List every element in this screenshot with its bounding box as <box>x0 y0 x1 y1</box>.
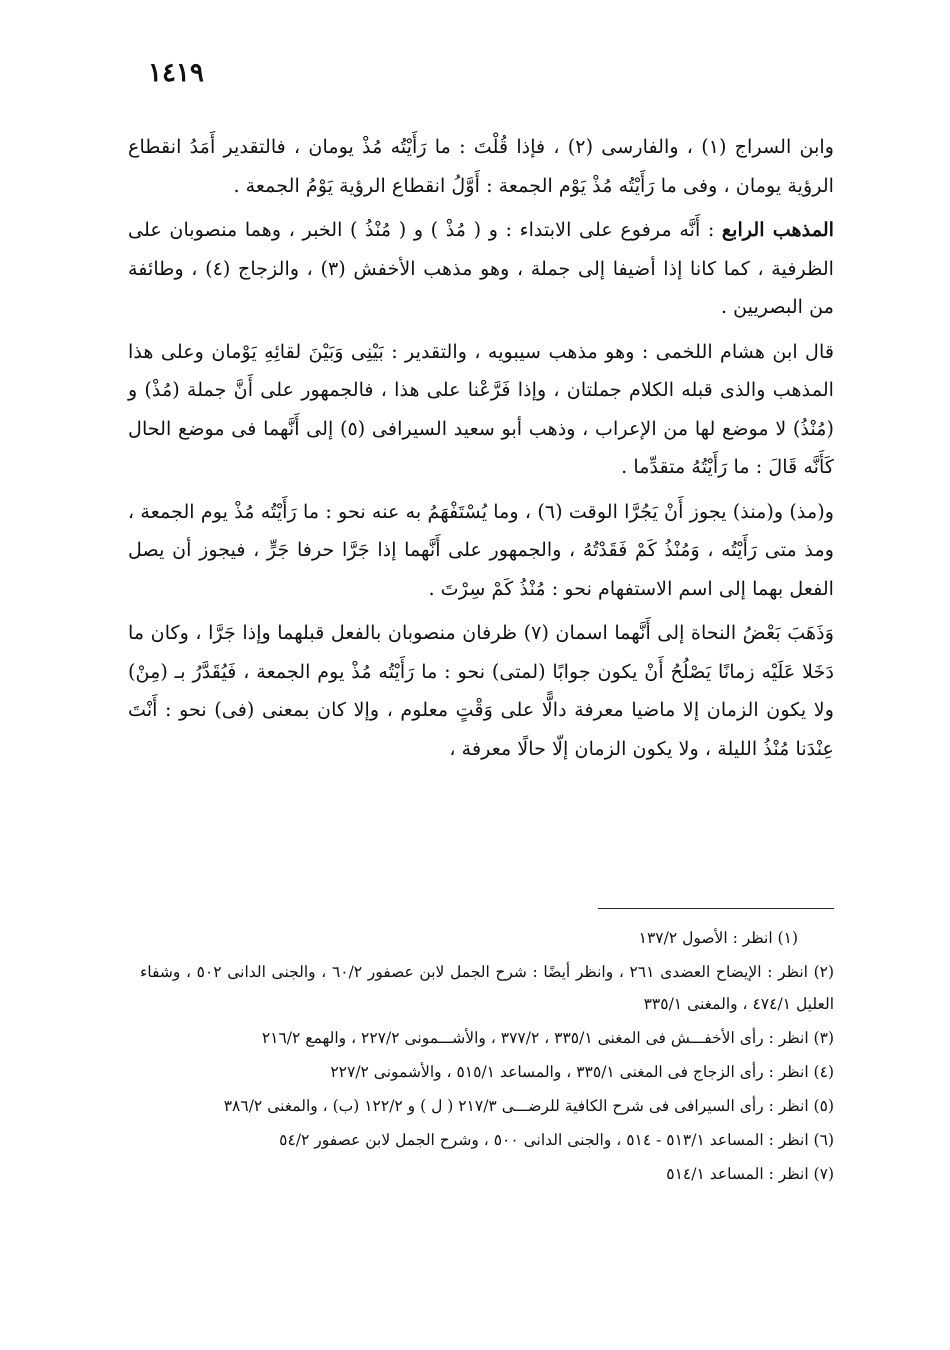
footnote-4: (٤) انظر : رأى الزجاج فى المغنى ٣٣٥/١ ، والمساعد ٥١٥/١ ، والأشمونى ٢٢٧/٢ <box>330 1063 834 1081</box>
footnote-1: (١) انظر : الأصول ١٣٧/٢ <box>638 929 798 947</box>
footnote-5: (٥) انظر : رأى السيرافى فى شرح الكافية للرضـــى ٢١٧/٣ ( ل ) و ١٢٢/٢ (ب) ، والمغنى ٣٨٦/٢ <box>223 1097 834 1115</box>
main-text <box>128 128 834 774</box>
section-heading: المذهب الرابع <box>721 218 834 241</box>
footnote-separator <box>598 908 834 909</box>
footnote-6: (٦) انظر : المساعد ٥١٣/١ - ٥١٤ ، والجنى الدانى ٥٠٠ ، وشرح الجمل لابن عصفور ٥٤/٢ <box>279 1131 834 1149</box>
paragraph-3 <box>128 333 834 487</box>
footnote-7: (٧) انظر : المساعد ٥١٤/١ <box>666 1165 834 1183</box>
paragraph-text: و(مذ) و(منذ) يجوز أَنْ يَجُرَّا الوقت (٦) ، وما يُسْتَفْهَمُ به عنه نحو : ما رَأَيْتُه مُذْ يوم الجمعة ، ومذ متى رَأَيْتُه ، وَمُنْذُ كَمْ فَقَدْتُهُ ، والجمهور على أَنَّهما إذا جَرَّا حرفا جَرٍّ ، فيجوز أن يصل الفعل بهما إلى اسم الاستفهام نحو : مُنْذُ كَمْ سِرْتَ . <box>128 499 834 600</box>
paragraph-text: قال ابن هشام اللخمى : وهو مذهب سيبويه ، والتقدير : بَيْنِى وَبَيْنَ لقائِهِ يَوْمان وعلى هذا المذهب والذى قبله الكلام جملتان ، وإذا فَرَّعْنا على هذا ، فالجمهور على أَنَّ جملة (مُذْ) و (مُنْذُ) لا موضع لها من الإعراب ، وذهب أبو سعيد السيرافى (٥) إلى أَنَّهما فى موضع الحال كَأَنَّه قَالَ : ما رَأَيْتُهُ متقدِّما . <box>128 339 834 478</box>
paragraph-4 <box>128 493 834 609</box>
footnotes <box>140 922 834 1192</box>
footnote-2: (٢) انظر : الإيضاح العضدى ٢٦١ ، وانظر أيضًا : شرح الجمل لابن عصفور ٦٠/٢ ، والجنى الدانى ٥٠٢ ، وشفاء العليل ٤٧٤/١ ، والمغنى ٣٣٥/١ <box>140 963 835 1013</box>
paragraph-text: وَذَهَبَ بَعْضُ النحاة إلى أَنَّهما اسمان (٧) ظرفان منصوبان بالفعل قبلهما وإذا جَرَّا ، وكان ما دَخَلا عَلَيْه زمانًا يَصْلُحُ أَنْ يكون جوابًا (لمتى) نحو : ما رَأَيْتُه مُذْ يوم الجمعة ، فَيُقَدَّرُ بـ (مِنْ) ولا يكون الزمان إلا ماضيا معرفة دالًّا على وَقْتٍ معلوم ، وإلا كان بمعنى (فى) نحو : أَنْتَ عِنْدَنا مُنْذُ الليلة ، ولا يكون الزمان إلّا حالًا معرفة ، <box>128 621 834 760</box>
footnote-3: (٣) انظر : رأى الأخفـــش فى المغنى ٣٣٥/١ ، ٣٧٧/٢ ، والأشـــمونى ٢٢٧/٢ ، والهمع ٢١٦/٢ <box>261 1029 834 1047</box>
paragraph-5 <box>128 614 834 768</box>
paragraph-text: : أَنَّه مرفوع على الابتداء : و ( مُذْ ) و ( مُنْذُ ) الخبر ، وهما منصوبان على الظرفية ، كما كانا إذا أضيفا إلى جملة ، وهو مذهب الأخفش (٣) ، والزجاج (٤) ، وطائفة من البصريين . <box>128 218 834 318</box>
page-number: ١٤١٩ <box>148 58 204 88</box>
paragraph-1 <box>128 128 834 205</box>
paragraph-2 <box>128 211 834 327</box>
paragraph-text: وابن السراج (١) ، والفارسى (٢) ، فإذا قُلْتَ : ما رَأَيْتُه مُذْ يومان ، فالتقدير أَمَدُ انقطاع الرؤية يومان ، وفى ما رَأَيْتُه مُذْ يَوْم الجمعة : أَوَّلُ انقطاع الرؤية يَوْمُ الجمعة . <box>128 135 835 197</box>
